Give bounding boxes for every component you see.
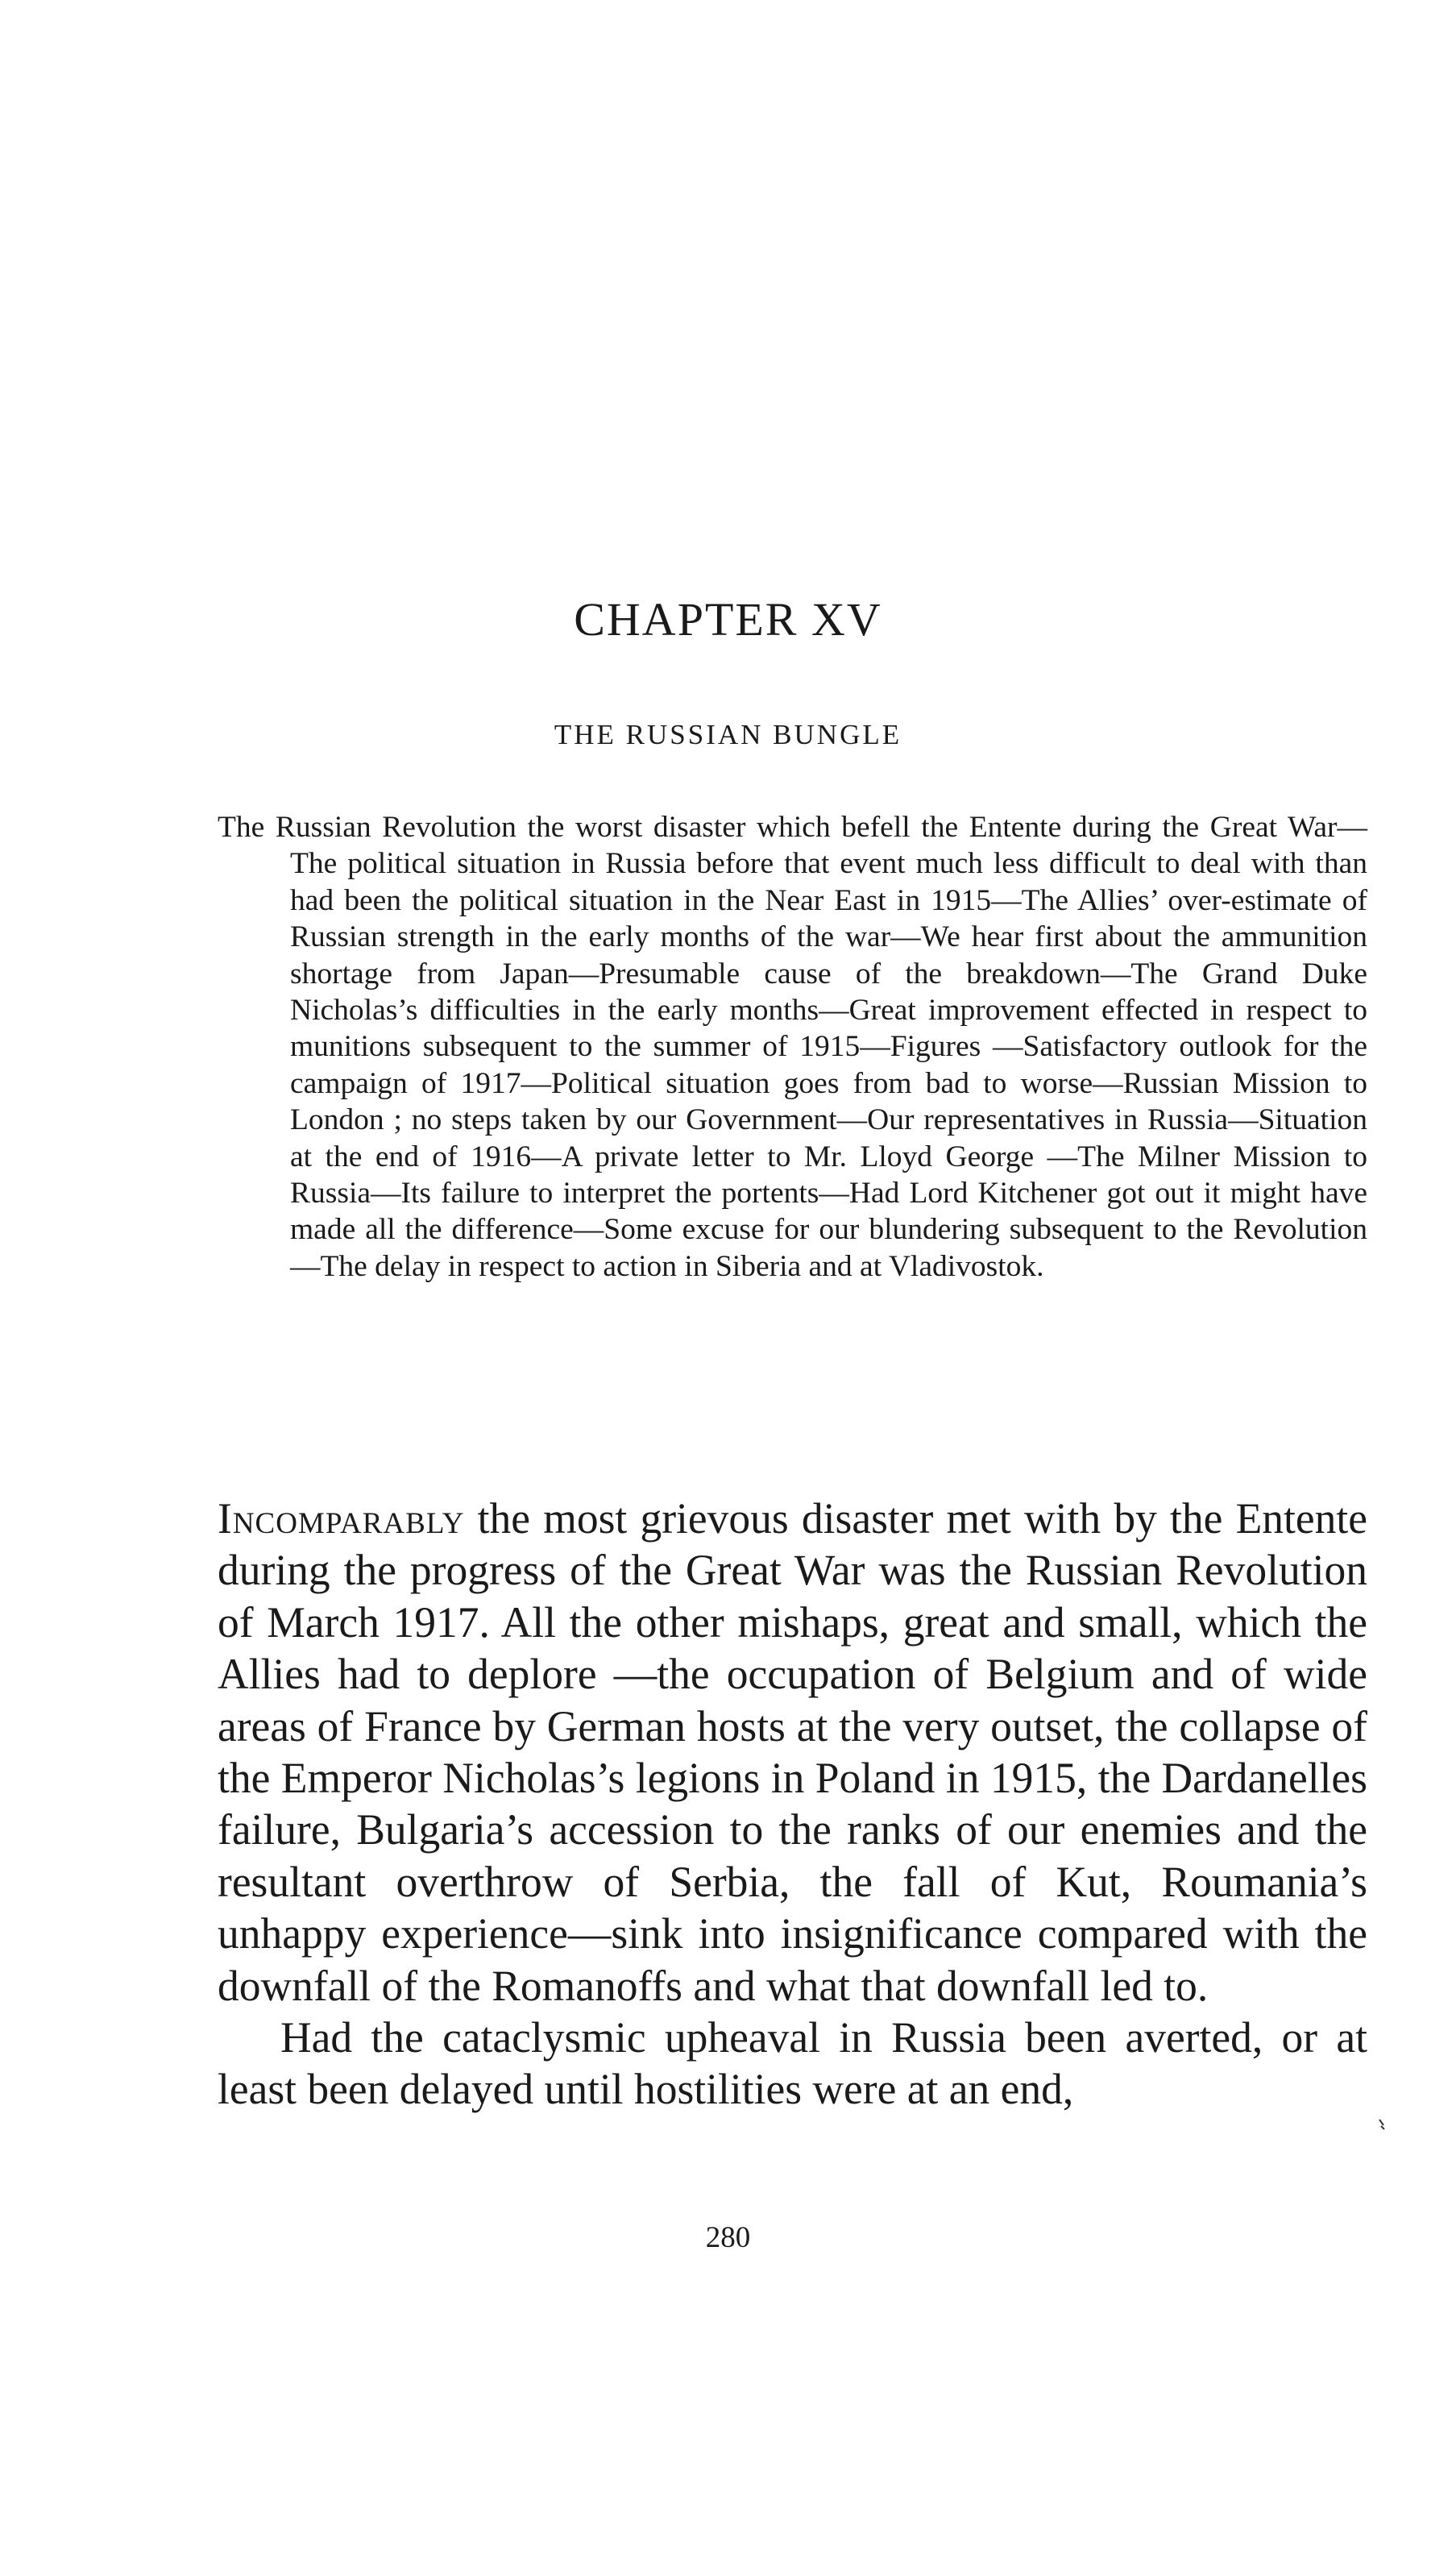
chapter-synopsis: The Russian Revolution the worst disaster which befell the Entente during the Great War—The political situation in Russia before that event much less difficult to deal with than had been the political situation in the Near East in 1915—The Allies’ over-estimate of Russian strength in the early months of the war—We hear first about the ammunition shortage from Japan—Presumable cause of the breakdown—The Grand Duke Nicholas’s difficulties in the early months—Great improvement effected in respect to munitions subsequent to the summer of 1915—Figures —Satisfactory outlook for the campaign of 1917—Political situation goes from bad to worse—Russian Mission to London ; no steps taken by our Government—Our representatives in Russia—Situation at the end of 1916—A private letter to Mr. Lloyd George —The Milner Mission to Russia—Its failure to interpret the portents—Had Lord Kitchener got out it might have made all the difference—Some excuse for our blundering subsequent to the Revolution—The delay in respect to action in Siberia and at Vladivostok. <box>218 811 1367 1283</box>
body-text <box>218 1493 1367 2116</box>
body-paragraph: Had the cataclysmic upheaval in Russia been averted, or at least been delayed until hostilities were at an end, <box>218 2013 1367 2114</box>
chapter-subtitle: THE RUSSIAN BUNGLE <box>554 719 902 750</box>
paragraph-lead-word: Incomparably <box>218 1494 465 1543</box>
body-paragraph <box>218 1493 1367 2012</box>
chapter-heading: CHAPTER XV <box>574 593 882 646</box>
page-number: 280 <box>705 2221 751 2254</box>
stray-ink-mark <box>1378 2118 1386 2131</box>
paragraph-text: the most grievous disaster met with by the Entente during the progress of the Great War was the Russian Revolution of March 1917. All the other mishaps, great and small, which the Allies had to deplore —the occupation of Belgium and of wide areas of France by German hosts at the very outset, the collapse of the Emperor Nicholas’s legions in Poland in 1915, the Dardanelles failure, Bulgaria’s accession to the ranks of our enemies and the resultant overthrow of Serbia, the fall of Kut, Roumania’s unhappy experience—sink into insignificance compared with the downfall of the Romanoffs and what that downfall led to. <box>218 1494 1367 2010</box>
